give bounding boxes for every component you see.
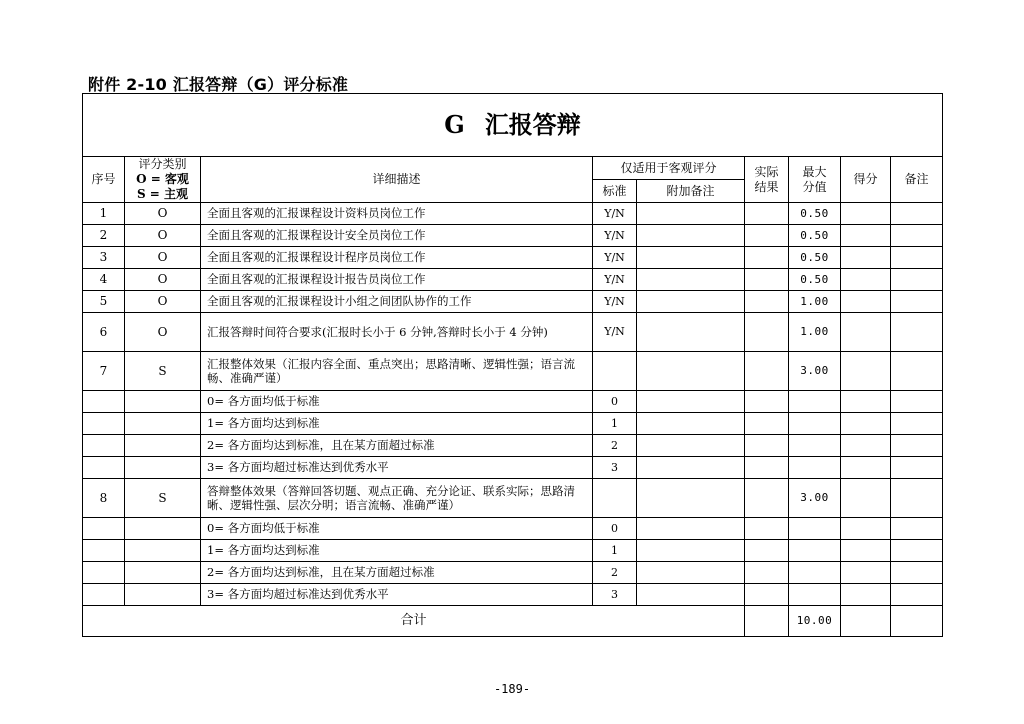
table-row (83, 391, 943, 413)
row-seq: 2 (83, 225, 125, 247)
row-description: 全面且客观的汇报课程设计小组之间团队协作的工作 (201, 291, 593, 313)
row-max-score (789, 413, 841, 435)
row-remark (891, 291, 943, 313)
row-standard: 2 (593, 435, 637, 457)
row-actual-result (745, 352, 789, 391)
row-extra-note (637, 457, 745, 479)
row-actual-result (745, 225, 789, 247)
row-max-score (789, 540, 841, 562)
table-row (83, 247, 943, 269)
row-type: O (125, 269, 201, 291)
row-actual-result (745, 479, 789, 518)
row-type: O (125, 203, 201, 225)
row-remark (891, 457, 943, 479)
row-type (125, 518, 201, 540)
row-standard: 3 (593, 584, 637, 606)
table-row (83, 584, 943, 606)
row-description: 汇报整体效果（汇报内容全面、重点突出；思路清晰、逻辑性强；语言流畅、准确严谨） (201, 352, 593, 391)
row-max-score (789, 457, 841, 479)
header-seq: 序号 (83, 157, 125, 203)
row-remark (891, 247, 943, 269)
row-remark (891, 352, 943, 391)
row-actual-result (745, 247, 789, 269)
row-max-score: 1.00 (789, 291, 841, 313)
row-type (125, 413, 201, 435)
header-description: 详细描述 (201, 157, 593, 203)
row-extra-note (637, 391, 745, 413)
row-standard: 1 (593, 540, 637, 562)
row-actual-result (745, 291, 789, 313)
row-seq (83, 457, 125, 479)
row-seq: 6 (83, 313, 125, 352)
row-max-score: 0.50 (789, 247, 841, 269)
header-objective-only: 仅适用于客观评分 (593, 157, 745, 180)
row-description: 0= 各方面均低于标准 (201, 391, 593, 413)
row-actual-result (745, 391, 789, 413)
row-standard: Y/N (593, 269, 637, 291)
row-standard: Y/N (593, 225, 637, 247)
row-standard: 3 (593, 457, 637, 479)
row-extra-note (637, 313, 745, 352)
table-row (83, 435, 943, 457)
row-remark (891, 313, 943, 352)
total-row (83, 606, 943, 637)
row-seq (83, 540, 125, 562)
title-name: 汇报答辩 (484, 111, 581, 139)
row-actual-result (745, 269, 789, 291)
total-remark (891, 606, 943, 637)
row-score (841, 435, 891, 457)
row-extra-note (637, 435, 745, 457)
total-actual-result (745, 606, 789, 637)
table-row (83, 479, 943, 518)
row-actual-result (745, 562, 789, 584)
row-actual-result (745, 457, 789, 479)
table-row (83, 540, 943, 562)
row-actual-result (745, 540, 789, 562)
row-extra-note (637, 247, 745, 269)
row-description: 全面且客观的汇报课程设计资料员岗位工作 (201, 203, 593, 225)
row-seq: 1 (83, 203, 125, 225)
row-score (841, 203, 891, 225)
row-description: 2= 各方面均达到标准，且在某方面超过标准 (201, 562, 593, 584)
row-extra-note (637, 291, 745, 313)
row-type: S (125, 479, 201, 518)
row-type (125, 391, 201, 413)
row-standard: 0 (593, 518, 637, 540)
row-score (841, 413, 891, 435)
row-extra-note (637, 540, 745, 562)
scoring-table (82, 93, 943, 637)
table-row (83, 269, 943, 291)
table-row (83, 413, 943, 435)
row-standard: 1 (593, 413, 637, 435)
row-actual-result (745, 203, 789, 225)
row-remark (891, 584, 943, 606)
header-category (125, 157, 201, 203)
row-actual-result (745, 313, 789, 352)
row-extra-note (637, 562, 745, 584)
header-category-o: O = 客观 (136, 172, 189, 186)
row-type (125, 584, 201, 606)
row-seq (83, 584, 125, 606)
row-extra-note (637, 518, 745, 540)
row-score (841, 269, 891, 291)
row-standard: Y/N (593, 313, 637, 352)
table-row (83, 518, 943, 540)
header-extra-note: 附加备注 (637, 180, 745, 203)
row-extra-note (637, 413, 745, 435)
row-seq (83, 518, 125, 540)
row-actual-result (745, 518, 789, 540)
row-seq (83, 413, 125, 435)
row-score (841, 391, 891, 413)
row-seq: 3 (83, 247, 125, 269)
row-remark (891, 225, 943, 247)
row-max-score: 0.50 (789, 269, 841, 291)
row-extra-note (637, 352, 745, 391)
row-actual-result (745, 413, 789, 435)
table-row (83, 225, 943, 247)
row-score (841, 247, 891, 269)
row-remark (891, 391, 943, 413)
row-score (841, 352, 891, 391)
row-description: 1= 各方面均达到标准 (201, 413, 593, 435)
row-extra-note (637, 225, 745, 247)
row-score (841, 518, 891, 540)
row-description: 1= 各方面均达到标准 (201, 540, 593, 562)
page-number: -189- (493, 682, 531, 696)
row-score (841, 479, 891, 518)
header-max-score: 最大分值 (789, 157, 841, 203)
row-extra-note (637, 584, 745, 606)
row-max-score: 3.00 (789, 352, 841, 391)
row-max-score: 0.50 (789, 203, 841, 225)
header-score: 得分 (841, 157, 891, 203)
table-row (83, 457, 943, 479)
header-category-title: 评分类别 (138, 157, 187, 171)
row-remark (891, 269, 943, 291)
row-description: 全面且客观的汇报课程设计程序员岗位工作 (201, 247, 593, 269)
title-letter: G (444, 110, 465, 139)
total-score (841, 606, 891, 637)
row-max-score (789, 518, 841, 540)
row-description: 全面且客观的汇报课程设计安全员岗位工作 (201, 225, 593, 247)
row-description: 全面且客观的汇报课程设计报告员岗位工作 (201, 269, 593, 291)
row-seq: 8 (83, 479, 125, 518)
header-category-s: S = 主观 (136, 187, 189, 201)
table-title (83, 94, 943, 157)
header-standard: 标准 (593, 180, 637, 203)
header-remark: 备注 (891, 157, 943, 203)
row-max-score: 0.50 (789, 225, 841, 247)
row-max-score (789, 391, 841, 413)
row-type (125, 540, 201, 562)
row-description: 汇报答辩时间符合要求(汇报时长小于 6 分钟,答辩时长小于 4 分钟) (201, 313, 593, 352)
row-standard: Y/N (593, 291, 637, 313)
row-remark (891, 413, 943, 435)
row-max-score: 1.00 (789, 313, 841, 352)
row-standard (593, 352, 637, 391)
table-row (83, 562, 943, 584)
row-score (841, 540, 891, 562)
row-description: 2= 各方面均达到标准，且在某方面超过标准 (201, 435, 593, 457)
row-description: 答辩整体效果（答辩回答切题、观点正确、充分论证、联系实际；思路清晰、逻辑性强、层次分明；语言流畅、准确严谨） (201, 479, 593, 518)
table-row (83, 313, 943, 352)
row-standard: Y/N (593, 247, 637, 269)
row-extra-note (637, 269, 745, 291)
row-type: O (125, 247, 201, 269)
table-row (83, 203, 943, 225)
row-description: 3= 各方面均超过标准达到优秀水平 (201, 584, 593, 606)
row-seq: 7 (83, 352, 125, 391)
row-standard: Y/N (593, 203, 637, 225)
row-type (125, 562, 201, 584)
row-remark (891, 540, 943, 562)
row-score (841, 313, 891, 352)
row-description: 0= 各方面均低于标准 (201, 518, 593, 540)
row-max-score: 3.00 (789, 479, 841, 518)
row-score (841, 584, 891, 606)
row-score (841, 457, 891, 479)
row-seq (83, 435, 125, 457)
row-extra-note (637, 479, 745, 518)
row-actual-result (745, 435, 789, 457)
table-row (83, 352, 943, 391)
row-standard: 2 (593, 562, 637, 584)
row-type (125, 457, 201, 479)
row-remark (891, 203, 943, 225)
row-remark (891, 562, 943, 584)
row-remark (891, 518, 943, 540)
row-remark (891, 435, 943, 457)
table-row (83, 291, 943, 313)
row-score (841, 225, 891, 247)
row-type: O (125, 291, 201, 313)
row-seq (83, 391, 125, 413)
row-type: S (125, 352, 201, 391)
document-heading: 附件 2-10 汇报答辩（G）评分标准 (88, 75, 349, 94)
row-type: O (125, 225, 201, 247)
row-max-score (789, 584, 841, 606)
total-max-score: 10.00 (789, 606, 841, 637)
row-actual-result (745, 584, 789, 606)
row-seq (83, 562, 125, 584)
row-description: 3= 各方面均超过标准达到优秀水平 (201, 457, 593, 479)
row-remark (891, 479, 943, 518)
header-actual-result: 实际结果 (745, 157, 789, 203)
row-seq: 5 (83, 291, 125, 313)
total-label: 合计 (83, 606, 745, 637)
row-score (841, 562, 891, 584)
row-type: O (125, 313, 201, 352)
row-max-score (789, 562, 841, 584)
row-score (841, 291, 891, 313)
row-standard: 0 (593, 391, 637, 413)
row-extra-note (637, 203, 745, 225)
row-type (125, 435, 201, 457)
row-seq: 4 (83, 269, 125, 291)
row-standard (593, 479, 637, 518)
row-max-score (789, 435, 841, 457)
